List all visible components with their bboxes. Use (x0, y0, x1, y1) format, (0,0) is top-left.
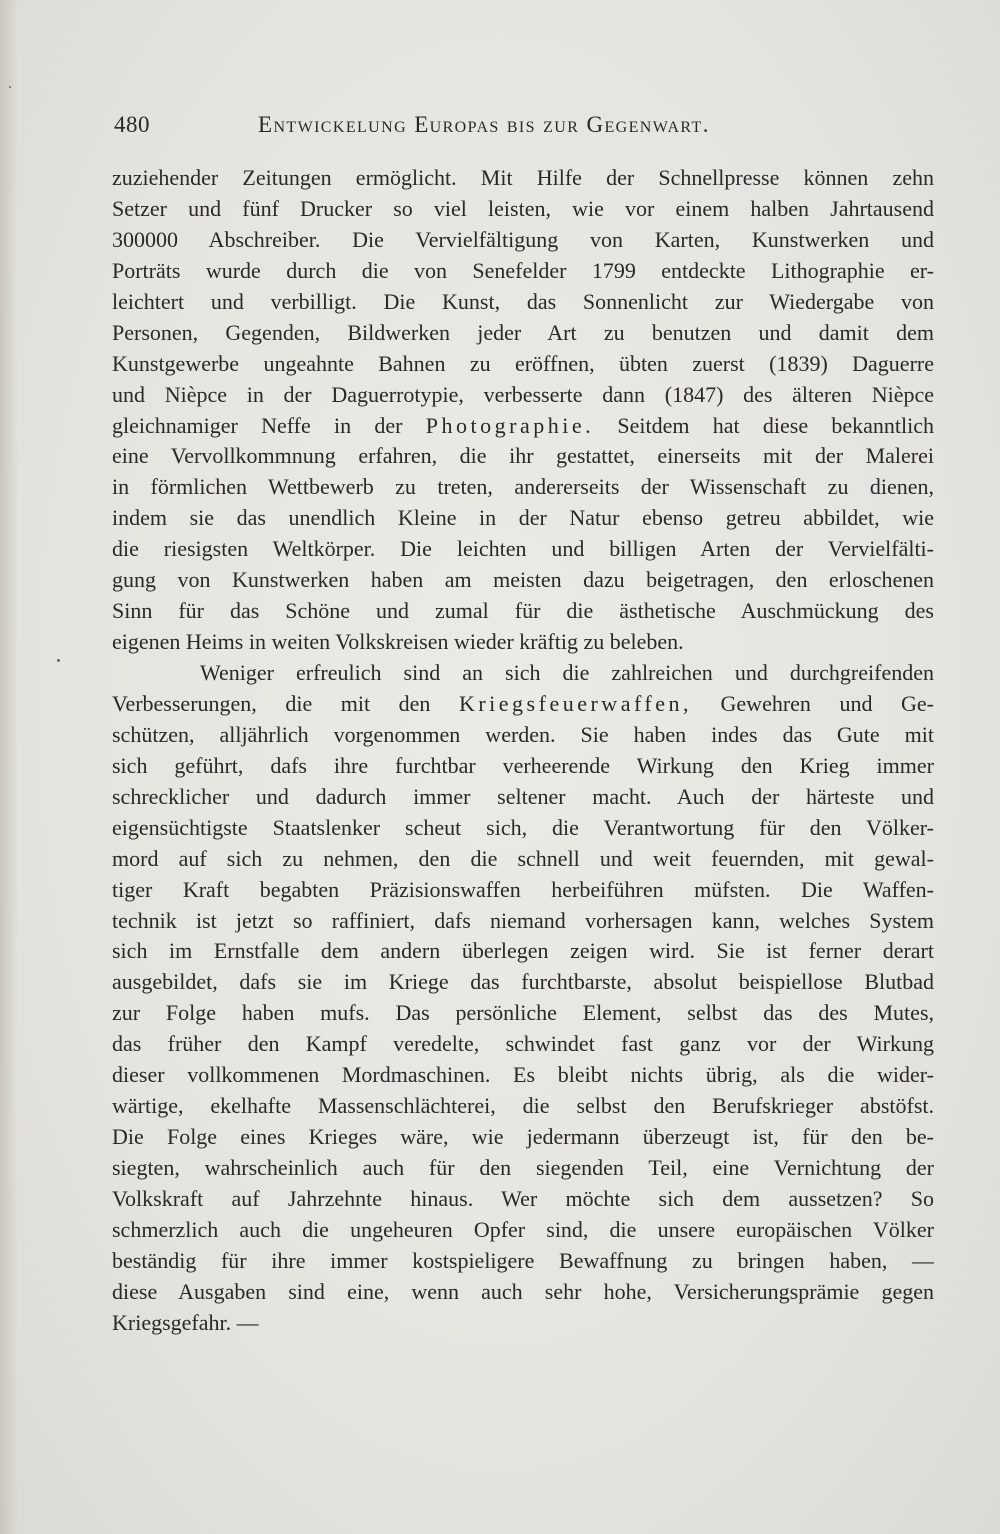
text-line: zur Folge haben mufs. Das persönliche Element, selbst das des Mutes, (112, 1000, 934, 1026)
paragraph-first-line: Weniger erfreulich sind an sich die zahlreichen und durchgreifenden (200, 660, 934, 685)
text-line: sich im Ernstfalle dem andern überlegen zeigen wird. Sie ist ferner derart (112, 938, 934, 964)
text-line: Sinn für das Schöne und zumal für die ästhetische Auschmückung des (112, 598, 934, 624)
text-line: siegten, wahrscheinlich auch für den siegenden Teil, eine Vernichtung der (112, 1155, 934, 1180)
text-line: indem sie das unendlich Kleine in der Natur ebenso getreu abbildet, wie (112, 505, 934, 531)
text-line: 300000 Abschreiber. Die Vervielfältigung von Karten, Kunstwerken und (112, 226, 934, 252)
text-line: Personen, Gegenden, Bildwerken jeder Art zu benutzen und damit dem (112, 319, 934, 345)
text-line: Volkskraft auf Jahrzehnte hinaus. Wer möchte sich dem aussetzen? So (112, 1185, 934, 1211)
text-line: dieser vollkommenen Mordmaschinen. Es bleibt nichts übrig, als die wider- (112, 1062, 934, 1088)
spaced-term: Kriegsfeuerwaffen, (458, 690, 692, 716)
text-line: und Nièpce in der Daguerrotypie, verbesserte dann (1847) des älteren Nièpce (112, 381, 934, 407)
text-line: eigenen Heims in weiten Volkskreisen wieder kräftig zu beleben. (112, 629, 684, 655)
text-line (112, 689, 934, 720)
text-line: leichtert und verbilligt. Die Kunst, das Sonnenlicht zur Wiedergabe von (112, 288, 934, 314)
page-number: 480 (114, 112, 150, 137)
running-title: Entwickelung Europas bis zur Gegenwart. (258, 112, 710, 137)
text-segment: gleichnamiger Neffe in der (112, 412, 426, 438)
text-segment: Verbesserungen, die mit den (112, 690, 459, 716)
body-text (112, 163, 934, 1339)
text-line: schrecklicher und dadurch immer seltener macht. Auch der härteste und (112, 783, 934, 809)
paper-speck (9, 86, 11, 88)
text-line: eigensüchtigste Staatslenker scheut sich, die Verantwortung für den Völker- (112, 814, 934, 840)
text-line: zuziehender Zeitungen ermöglicht. Mit Hilfe der Schnellpresse können zehn (112, 165, 934, 190)
text-line: diese Ausgaben sind eine, wenn auch sehr hohe, Versicherungsprämie gegen (112, 1278, 934, 1304)
text-line: beständig für ihre immer kostspieligere Bewaffnung zu bringen haben, — (112, 1247, 934, 1273)
text-line (112, 411, 934, 442)
text-line: wärtige, ekelhafte Massenschlächterei, die selbst den Berufskrieger abstöfst. (112, 1093, 934, 1119)
text-line: sich geführt, dafs ihre furchtbar verheerende Wirkung den Krieg immer (112, 752, 934, 778)
text-line: mord auf sich zu nehmen, den die schnell und weit feuernden, mit gewal- (112, 845, 934, 871)
spine-shadow (0, 0, 18, 1534)
text-line: technik ist jetzt so raffiniert, dafs niemand vorhersagen kann, welches System (112, 907, 934, 933)
text-line: Die Folge eines Krieges wäre, wie jedermann überzeugt ist, für den be- (112, 1124, 934, 1150)
text-line: schützen, alljährlich vorgenommen werden. Sie haben indes das Gute mit (112, 721, 934, 747)
text-line: Setzer und fünf Drucker so viel leisten, wie vor einem halben Jahrtausend (112, 195, 934, 221)
spaced-term: Photographie. (425, 412, 595, 438)
text-line: ausgebildet, dafs sie im Kriege das furchtbarste, absolut beispiellose Blutbad (112, 969, 934, 995)
text-line: gung von Kunstwerken haben am meisten dazu beigetragen, den erloschenen (112, 567, 934, 593)
text-line: eine Vervollkommnung erfahren, die ihr gestattet, einerseits mit der Malerei (112, 443, 934, 469)
text-line: das früher den Kampf veredelte, schwindet fast ganz vor der Wirkung (112, 1031, 934, 1057)
text-segment: Gewehren und Ge- (691, 690, 934, 716)
text-line: schmerzlich auch die ungeheuren Opfer sind, die unsere europäischen Völker (112, 1216, 934, 1242)
text-segment: Seitdem hat diese bekanntlich (594, 412, 934, 438)
text-line: Kriegsgefahr. — (112, 1309, 259, 1335)
text-line: tiger Kraft begabten Präzisionswaffen herbeiführen müfsten. Die Waffen- (112, 876, 934, 902)
running-head (112, 112, 934, 144)
paper-speck (57, 659, 60, 662)
text-line: die riesigsten Weltkörper. Die leichten und billigen Arten der Vervielfälti- (112, 536, 934, 562)
text-line: Kunstgewerbe ungeahnte Bahnen zu eröffnen, übten zuerst (1839) Daguerre (112, 350, 934, 376)
text-line: Porträts wurde durch die von Senefelder 1799 entdeckte Lithographie er- (112, 257, 934, 283)
text-line: in förmlichen Wettbewerb zu treten, andererseits der Wissenschaft zu dienen, (112, 474, 934, 500)
